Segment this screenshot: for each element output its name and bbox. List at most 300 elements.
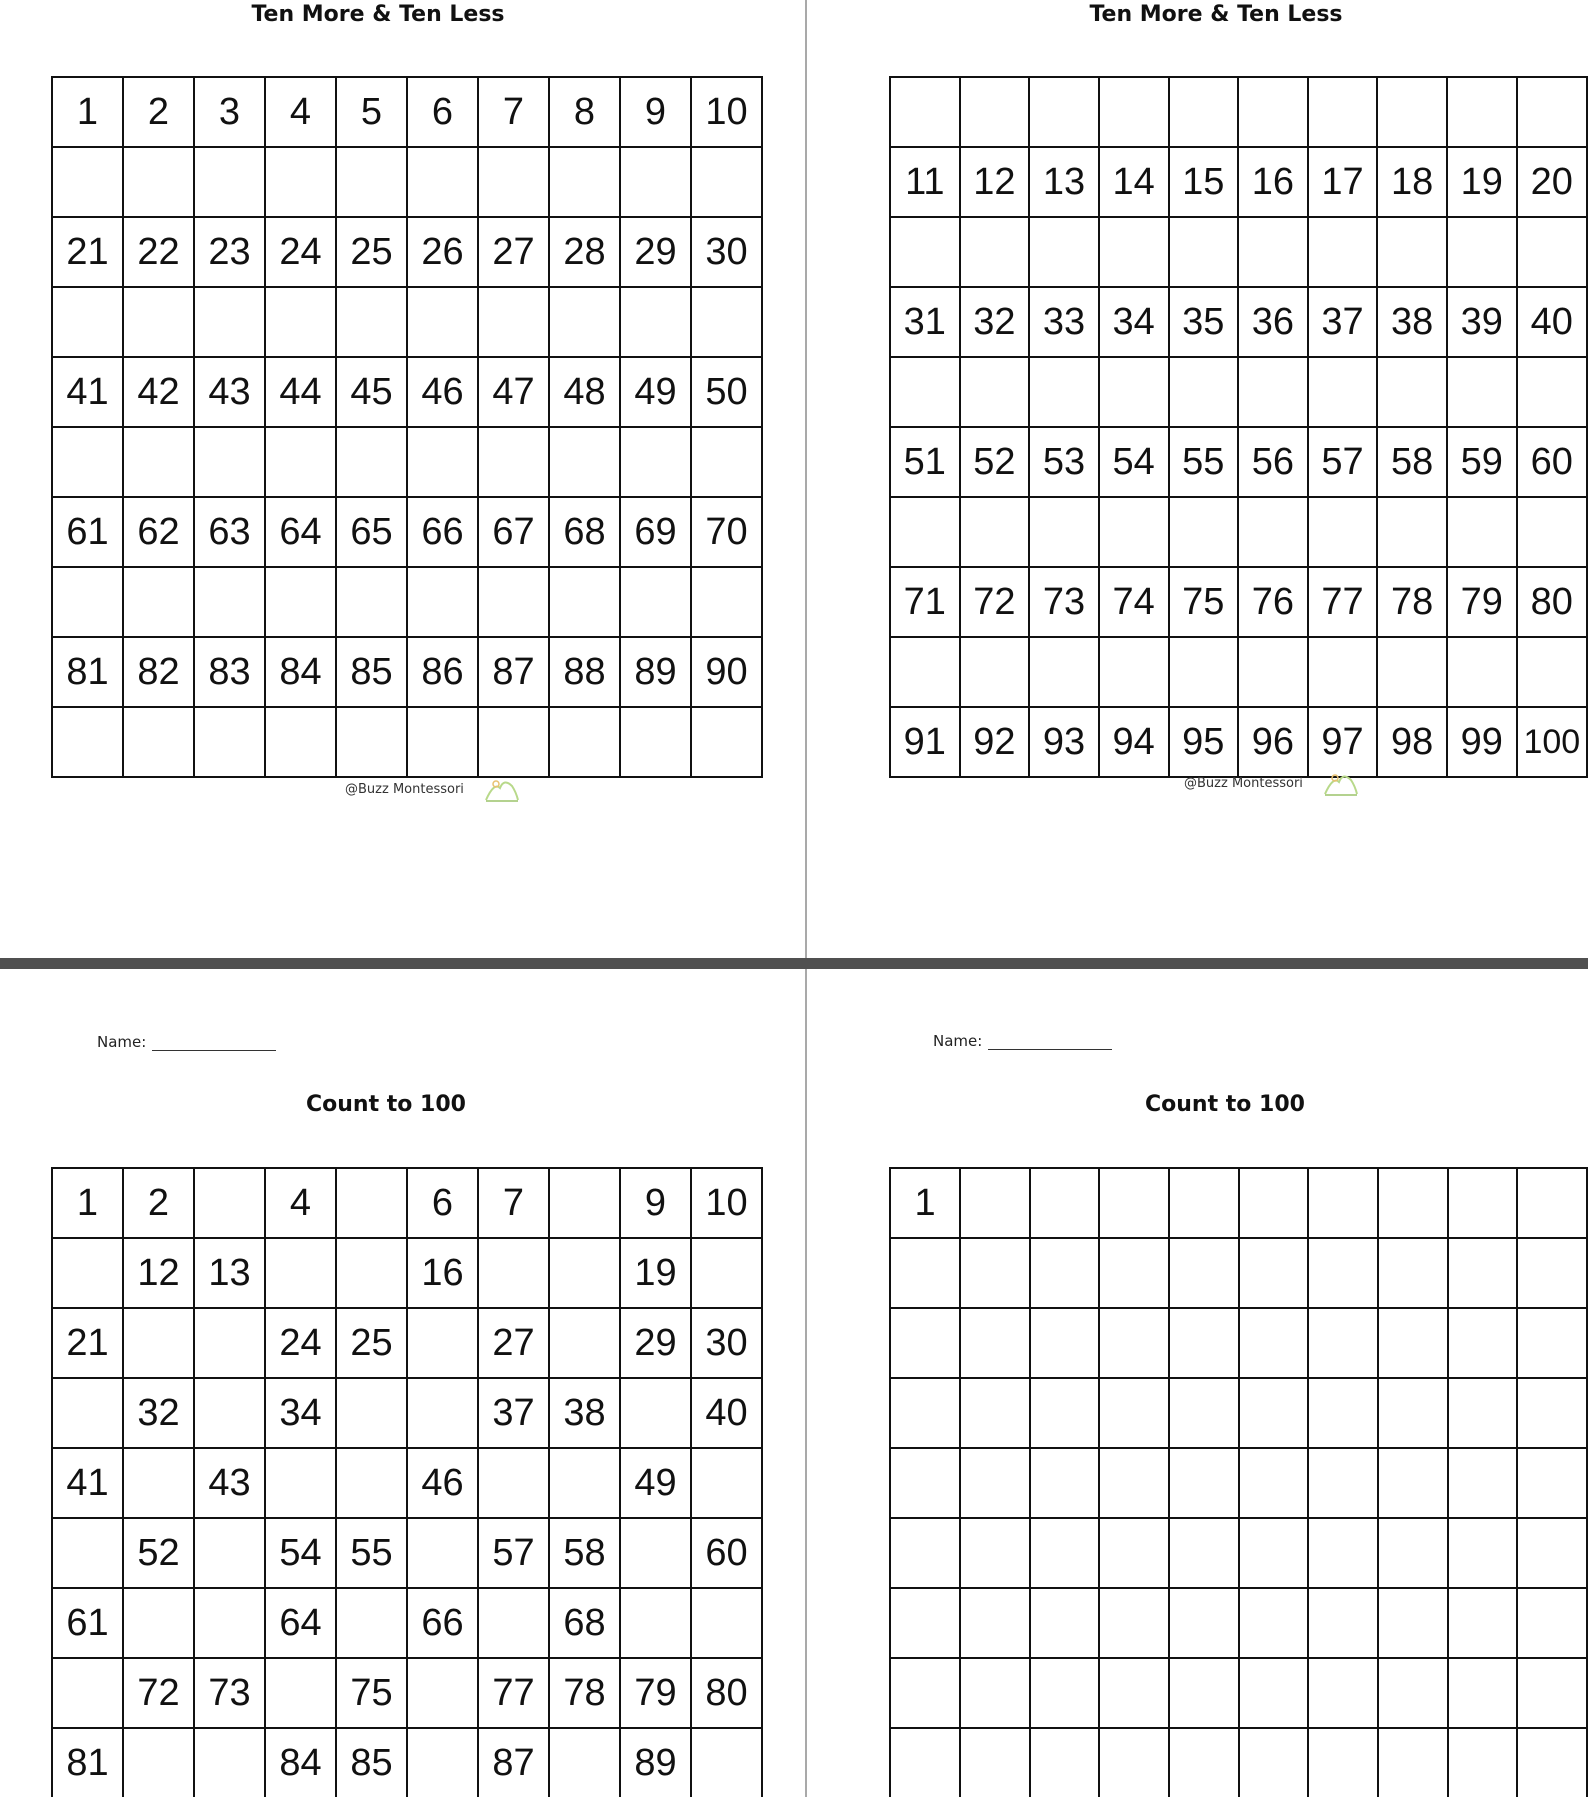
grid-cell <box>1239 1518 1309 1588</box>
grid-cell: 57 <box>1308 427 1378 497</box>
grid-row <box>52 1588 762 1658</box>
grid-cell <box>890 497 960 567</box>
grid-cell: 85 <box>336 1728 407 1797</box>
grid-cell <box>691 1728 762 1797</box>
grid-cell <box>123 1728 194 1797</box>
grid-cell: 49 <box>620 1448 691 1518</box>
grid-cell <box>1517 1588 1587 1658</box>
grid-cell <box>960 637 1030 707</box>
grid-cell <box>890 1518 960 1588</box>
grid-cell: 19 <box>620 1238 691 1308</box>
grid-cell: 69 <box>620 497 691 567</box>
grid-cell <box>1029 217 1099 287</box>
grid-cell <box>1447 497 1517 567</box>
grid-cell: 27 <box>478 217 549 287</box>
grid-cell: 4 <box>265 1168 336 1238</box>
grid-cell <box>691 287 762 357</box>
grid-cell <box>1169 1448 1239 1518</box>
grid-cell: 89 <box>620 637 691 707</box>
grid-cell: 9 <box>620 1168 691 1238</box>
grid-cell: 40 <box>1517 287 1587 357</box>
grid-cell <box>549 1728 620 1797</box>
grid-row <box>890 1518 1587 1588</box>
grid-cell <box>407 1728 478 1797</box>
grid-cell <box>1099 1308 1169 1378</box>
grid-cell: 81 <box>52 1728 123 1797</box>
grid-cell: 72 <box>960 567 1030 637</box>
name-field <box>933 1032 1112 1050</box>
grid-cell: 42 <box>123 357 194 427</box>
grid-cell <box>549 707 620 777</box>
grid-cell <box>194 1518 265 1588</box>
grid-cell: 75 <box>336 1658 407 1728</box>
grid-cell <box>1099 1728 1169 1797</box>
grid-cell <box>1378 1658 1448 1728</box>
grid-row <box>52 497 762 567</box>
grid-cell <box>336 1588 407 1658</box>
grid-row <box>52 1658 762 1728</box>
grid-cell <box>960 1588 1030 1658</box>
grid-cell: 93 <box>1029 707 1099 777</box>
grid-cell: 54 <box>265 1518 336 1588</box>
grid-cell <box>265 1658 336 1728</box>
grid-row <box>52 147 762 217</box>
grid-cell: 64 <box>265 497 336 567</box>
grid-row <box>890 1378 1587 1448</box>
grid-cell <box>123 567 194 637</box>
grid-cell: 22 <box>123 217 194 287</box>
grid-cell: 41 <box>52 1448 123 1518</box>
grid-cell: 12 <box>960 147 1030 217</box>
grid-cell: 89 <box>620 1728 691 1797</box>
grid-cell <box>1448 1728 1518 1797</box>
grid-cell: 18 <box>1377 147 1447 217</box>
grid-cell <box>336 427 407 497</box>
grid-cell: 20 <box>1517 147 1587 217</box>
grid-cell: 62 <box>123 497 194 567</box>
grid-row <box>890 147 1587 217</box>
grid-cell <box>620 287 691 357</box>
grid-cell <box>1448 1518 1518 1588</box>
grid-cell: 24 <box>265 217 336 287</box>
grid-cell: 73 <box>194 1658 265 1728</box>
grid-cell <box>1169 1238 1239 1308</box>
grid-cell <box>1377 217 1447 287</box>
grid-cell <box>1029 497 1099 567</box>
grid-cell: 28 <box>549 217 620 287</box>
grid-cell <box>52 1238 123 1308</box>
grid-cell: 9 <box>620 77 691 147</box>
page-title: Count to 100 <box>1145 1092 1305 1117</box>
grid-cell <box>960 1448 1030 1518</box>
grid-cell <box>1030 1518 1100 1588</box>
grid-cell <box>960 497 1030 567</box>
grid-cell <box>1239 1658 1309 1728</box>
grid-cell <box>478 567 549 637</box>
grid-cell <box>549 1448 620 1518</box>
grid-cell <box>890 1378 960 1448</box>
grid-cell <box>1377 637 1447 707</box>
grid-cell: 61 <box>52 1588 123 1658</box>
grid-cell <box>265 147 336 217</box>
grid-cell <box>1030 1308 1100 1378</box>
grid-cell: 16 <box>407 1238 478 1308</box>
grid-cell: 46 <box>407 1448 478 1518</box>
grid-row <box>890 427 1587 497</box>
name-label: Name: <box>933 1032 983 1050</box>
grid-cell: 25 <box>336 1308 407 1378</box>
grid-cell <box>407 147 478 217</box>
grid-cell: 15 <box>1169 147 1239 217</box>
grid-cell <box>123 287 194 357</box>
grid-row <box>52 637 762 707</box>
grid-cell: 76 <box>1238 567 1308 637</box>
grid-cell <box>478 707 549 777</box>
grid-row <box>52 77 762 147</box>
grid-cell: 52 <box>123 1518 194 1588</box>
grid-cell <box>1029 77 1099 147</box>
grid-row <box>52 1238 762 1308</box>
grid-cell <box>407 1658 478 1728</box>
grid-cell <box>1169 217 1239 287</box>
grid-cell: 96 <box>1238 707 1308 777</box>
grid-cell <box>1517 1238 1587 1308</box>
grid-row <box>890 1728 1587 1797</box>
footer-credit: @Buzz Montessori <box>345 782 464 797</box>
grid-cell <box>478 1238 549 1308</box>
hundred-grid <box>889 76 1588 778</box>
grid-cell: 95 <box>1169 707 1239 777</box>
grid-row <box>890 637 1587 707</box>
grid-row <box>52 357 762 427</box>
grid-cell <box>123 1308 194 1378</box>
grid-cell: 29 <box>620 217 691 287</box>
grid-cell <box>336 287 407 357</box>
grid-cell <box>52 287 123 357</box>
grid-cell <box>407 1308 478 1378</box>
grid-cell: 82 <box>123 637 194 707</box>
grid-cell: 58 <box>1377 427 1447 497</box>
grid-cell <box>1239 1448 1309 1518</box>
grid-row <box>890 1168 1587 1238</box>
grid-cell <box>1099 1658 1169 1728</box>
grid-cell: 81 <box>52 637 123 707</box>
grid-cell <box>620 567 691 637</box>
grid-cell <box>549 427 620 497</box>
grid-row <box>52 427 762 497</box>
grid-cell <box>1169 497 1239 567</box>
grid-cell <box>1099 1168 1169 1238</box>
hundred-grid <box>889 1167 1588 1797</box>
grid-cell <box>1448 1238 1518 1308</box>
grid-cell: 1 <box>890 1168 960 1238</box>
grid-cell <box>194 287 265 357</box>
grid-cell <box>1517 1658 1587 1728</box>
grid-row <box>890 497 1587 567</box>
grid-cell: 92 <box>960 707 1030 777</box>
grid-cell: 34 <box>265 1378 336 1448</box>
grid-cell <box>265 287 336 357</box>
grid-cell: 30 <box>691 1308 762 1378</box>
hundred-grid <box>51 1167 763 1797</box>
grid-cell: 1 <box>52 1168 123 1238</box>
grid-cell <box>1448 1658 1518 1728</box>
grid-cell: 54 <box>1099 427 1169 497</box>
grid-cell: 38 <box>549 1378 620 1448</box>
grid-cell: 78 <box>549 1658 620 1728</box>
grid-row <box>52 1168 762 1238</box>
grid-row <box>890 1658 1587 1728</box>
grid-cell <box>1099 1238 1169 1308</box>
grid-cell: 55 <box>1169 427 1239 497</box>
grid-cell: 35 <box>1169 287 1239 357</box>
grid-cell: 59 <box>1447 427 1517 497</box>
grid-cell <box>1169 1588 1239 1658</box>
grid-cell: 37 <box>1308 287 1378 357</box>
grid-row <box>52 1378 762 1448</box>
grid-cell <box>960 1308 1030 1378</box>
grid-cell <box>1029 357 1099 427</box>
grid-cell <box>1099 1448 1169 1518</box>
grid-cell: 99 <box>1447 707 1517 777</box>
grid-cell: 11 <box>890 147 960 217</box>
grid-cell: 39 <box>1447 287 1517 357</box>
grid-cell <box>1517 1448 1587 1518</box>
grid-cell: 86 <box>407 637 478 707</box>
grid-cell: 13 <box>1029 147 1099 217</box>
grid-cell <box>1378 1448 1448 1518</box>
grid-cell <box>890 637 960 707</box>
grid-cell: 10 <box>691 1168 762 1238</box>
grid-cell <box>1517 77 1587 147</box>
grid-cell <box>194 1378 265 1448</box>
grid-row <box>52 567 762 637</box>
grid-cell: 65 <box>336 497 407 567</box>
grid-cell: 61 <box>52 497 123 567</box>
grid-cell <box>407 1518 478 1588</box>
grid-cell <box>1169 1658 1239 1728</box>
grid-cell: 71 <box>890 567 960 637</box>
grid-cell: 29 <box>620 1308 691 1378</box>
grid-cell <box>1448 1588 1518 1658</box>
grid-cell: 60 <box>1517 427 1587 497</box>
grid-cell <box>123 427 194 497</box>
grid-cell <box>1099 497 1169 567</box>
page-title: Ten More & Ten Less <box>1089 2 1343 27</box>
grid-cell: 26 <box>407 217 478 287</box>
grid-cell <box>478 147 549 217</box>
grid-cell <box>691 1448 762 1518</box>
grid-cell <box>1030 1658 1100 1728</box>
grid-cell <box>960 1378 1030 1448</box>
grid-cell <box>1517 1308 1587 1378</box>
grid-cell: 47 <box>478 357 549 427</box>
grid-row <box>52 707 762 777</box>
grid-row <box>52 1728 762 1797</box>
grid-row <box>890 1588 1587 1658</box>
grid-cell <box>1239 1238 1309 1308</box>
grid-cell: 32 <box>960 287 1030 357</box>
hundred-grid <box>51 76 763 778</box>
grid-cell <box>265 1238 336 1308</box>
grid-cell <box>1378 1588 1448 1658</box>
grid-cell: 72 <box>123 1658 194 1728</box>
grid-cell: 98 <box>1377 707 1447 777</box>
grid-cell: 80 <box>691 1658 762 1728</box>
grid-cell <box>265 567 336 637</box>
worksheet-page-ten-more-less-1 <box>0 0 805 958</box>
grid-cell <box>1517 357 1587 427</box>
grid-cell <box>1447 637 1517 707</box>
grid-cell: 57 <box>478 1518 549 1588</box>
grid-row <box>890 357 1587 427</box>
grid-cell <box>194 1588 265 1658</box>
grid-cell <box>52 1658 123 1728</box>
grid-cell <box>478 1448 549 1518</box>
grid-cell <box>1378 1308 1448 1378</box>
grid-cell <box>960 217 1030 287</box>
grid-cell <box>123 1448 194 1518</box>
grid-cell: 19 <box>1447 147 1517 217</box>
grid-cell: 31 <box>890 287 960 357</box>
grid-cell: 49 <box>620 357 691 427</box>
grid-cell: 77 <box>1308 567 1378 637</box>
grid-cell: 74 <box>1099 567 1169 637</box>
grid-cell <box>1169 1168 1239 1238</box>
grid-cell: 68 <box>549 497 620 567</box>
grid-cell <box>123 1588 194 1658</box>
grid-cell <box>1447 77 1517 147</box>
grid-row <box>890 287 1587 357</box>
grid-cell: 7 <box>478 77 549 147</box>
grid-cell: 87 <box>478 637 549 707</box>
grid-cell <box>960 1728 1030 1797</box>
grid-cell <box>1378 1238 1448 1308</box>
grid-cell <box>1169 1308 1239 1378</box>
grid-cell: 43 <box>194 357 265 427</box>
grid-cell <box>1099 217 1169 287</box>
grid-cell: 24 <box>265 1308 336 1378</box>
grid-cell <box>1099 77 1169 147</box>
grid-cell: 68 <box>549 1588 620 1658</box>
grid-cell <box>1099 1518 1169 1588</box>
grid-cell: 5 <box>336 77 407 147</box>
grid-cell: 25 <box>336 217 407 287</box>
grid-cell: 33 <box>1029 287 1099 357</box>
grid-cell: 2 <box>123 77 194 147</box>
grid-cell <box>549 1238 620 1308</box>
grid-cell <box>960 1168 1030 1238</box>
grid-cell <box>1169 1378 1239 1448</box>
grid-cell <box>960 1658 1030 1728</box>
grid-cell: 38 <box>1377 287 1447 357</box>
grid-cell: 91 <box>890 707 960 777</box>
grid-cell <box>890 1238 960 1308</box>
name-blank-line <box>152 1036 276 1051</box>
grid-cell: 84 <box>265 637 336 707</box>
grid-cell <box>1030 1448 1100 1518</box>
grid-cell <box>407 707 478 777</box>
grid-cell <box>1238 497 1308 567</box>
grid-cell <box>960 1238 1030 1308</box>
grid-cell <box>1029 637 1099 707</box>
grid-cell: 27 <box>478 1308 549 1378</box>
grid-cell: 66 <box>407 497 478 567</box>
grid-cell: 34 <box>1099 287 1169 357</box>
name-label: Name: <box>97 1033 147 1051</box>
grid-cell <box>620 707 691 777</box>
grid-cell: 8 <box>549 77 620 147</box>
grid-cell <box>1099 357 1169 427</box>
grid-cell: 3 <box>194 77 265 147</box>
grid-cell <box>1239 1168 1309 1238</box>
grid-row <box>890 707 1587 777</box>
grid-cell <box>960 77 1030 147</box>
grid-cell <box>52 707 123 777</box>
grid-cell <box>1308 217 1378 287</box>
grid-cell: 30 <box>691 217 762 287</box>
worksheet-page-count-to-100-2 <box>807 969 1588 1797</box>
grid-cell <box>407 567 478 637</box>
grid-cell: 7 <box>478 1168 549 1238</box>
grid-cell <box>1308 1378 1378 1448</box>
grid-cell: 77 <box>478 1658 549 1728</box>
grid-cell <box>1308 1728 1378 1797</box>
grid-cell <box>691 707 762 777</box>
footer-credit: @Buzz Montessori <box>1184 776 1303 791</box>
grid-cell <box>1238 217 1308 287</box>
grid-cell: 100 <box>1517 707 1587 777</box>
grid-cell <box>1378 1168 1448 1238</box>
grid-cell <box>1517 1728 1587 1797</box>
grid-cell <box>691 147 762 217</box>
grid-cell <box>336 567 407 637</box>
grid-cell <box>194 427 265 497</box>
grid-cell <box>890 1728 960 1797</box>
worksheet-page-ten-more-less-2 <box>807 0 1588 958</box>
grid-cell <box>960 357 1030 427</box>
grid-cell <box>890 1658 960 1728</box>
grid-cell: 67 <box>478 497 549 567</box>
grid-cell: 53 <box>1029 427 1099 497</box>
grid-row <box>890 1308 1587 1378</box>
grid-cell <box>194 1168 265 1238</box>
grid-cell <box>123 707 194 777</box>
grid-cell: 80 <box>1517 567 1587 637</box>
grid-cell <box>336 707 407 777</box>
grid-cell <box>336 1448 407 1518</box>
grid-row <box>52 1448 762 1518</box>
grid-cell <box>1169 1728 1239 1797</box>
grid-cell <box>407 427 478 497</box>
grid-cell <box>1378 1378 1448 1448</box>
grid-cell <box>1308 1308 1378 1378</box>
grid-cell: 1 <box>52 77 123 147</box>
grid-cell <box>1308 1658 1378 1728</box>
grid-cell <box>1030 1168 1100 1238</box>
grid-cell: 55 <box>336 1518 407 1588</box>
grid-row <box>890 217 1587 287</box>
grid-cell: 14 <box>1099 147 1169 217</box>
grid-cell: 13 <box>194 1238 265 1308</box>
grid-cell: 58 <box>549 1518 620 1588</box>
grid-cell <box>691 567 762 637</box>
grid-cell: 90 <box>691 637 762 707</box>
grid-cell <box>336 1168 407 1238</box>
grid-cell <box>1239 1308 1309 1378</box>
grid-cell: 88 <box>549 637 620 707</box>
page-divider-horizontal <box>0 958 1588 969</box>
